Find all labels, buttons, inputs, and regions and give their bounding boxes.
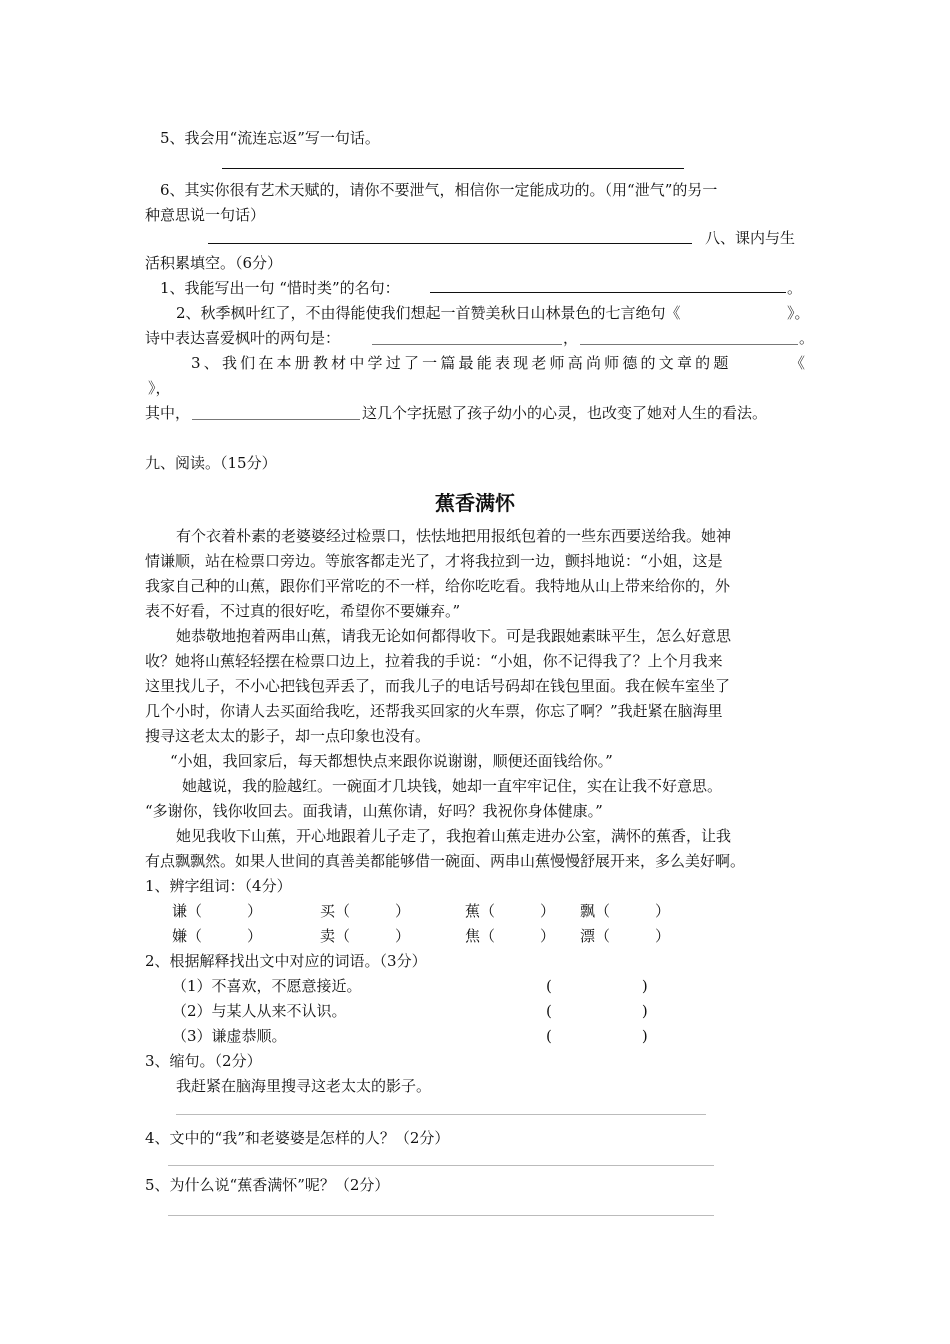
word-blank[interactable]: ( ): [546, 1002, 648, 1020]
char-blank[interactable]: 卖（ ）: [320, 927, 411, 945]
s9-q5-label: 5、为什么说“蕉香满怀”呢？（2分）: [145, 1176, 390, 1194]
passage-line: 有个衣着朴素的老婆婆经过检票口，怯怯地把用报纸包着的一些东西要送给我。她神: [176, 527, 732, 545]
passage-line: 情谦顺，站在检票口旁边。等旅客都走光了，才将我拉到一边，颤抖地说：“小姐，这是: [145, 552, 723, 570]
s9-q3-label: 3、缩句。（2分）: [145, 1052, 262, 1070]
s9-q4-label: 4、文中的“我”和老婆婆是怎样的人？（2分）: [145, 1129, 450, 1147]
passage-line: 收？她将山蕉轻轻摆在检票口边上，拉着我的手说：“小姐，你不记得我了？上个月我来: [145, 652, 723, 670]
s9-q1-label: 1、辨字组词：（4分）: [145, 877, 292, 895]
s9-q3-sentence: 我赶紧在脑海里搜寻这老太太的影子。: [176, 1077, 432, 1095]
passage-line: 几个小时，你请人去买面给我吃，还帮我买回家的火车票，你忘了啊？”我赶紧在脑海里: [145, 702, 723, 720]
s9-q3-answer-line[interactable]: [176, 1114, 706, 1115]
word-blank[interactable]: ( ): [546, 977, 648, 995]
s8-q2-line2-label: 诗中表达喜爱枫叶的两句是：: [145, 329, 341, 347]
s9-heading: 九、阅读。（15分）: [145, 454, 277, 472]
passage-line: 我家自己种的山蕉，跟你们平常吃的不一样，给你吃吃看。我特地从山上带来给你的，外: [145, 577, 731, 595]
passage-line: 她恭敬地抱着两串山蕉，请我无论如何都得收下。可是我跟她素昧平生，怎么好意思: [176, 627, 732, 645]
passage-title: 蕉香满怀: [435, 491, 515, 515]
passage-line: “多谢你，钱你收回去。面我请，山蕉你请，好吗？我祝你身体健康。”: [145, 802, 603, 820]
s7-q5: 5、我会用“流连忘返”写一句话。: [160, 129, 380, 147]
s9-q4-answer-line[interactable]: [168, 1165, 714, 1166]
s8-q2-comma: ，: [563, 329, 579, 347]
passage-line: “小姐，我回家后，每天都想快点来跟你说谢谢，顺便还面钱给你。”: [170, 752, 613, 770]
s9-q5-answer-line[interactable]: [168, 1215, 714, 1216]
s8-q2-end: 。: [799, 329, 815, 347]
definition-item: （2）与某人从来不认识。: [172, 1002, 347, 1020]
s8-q1-end: 。: [787, 279, 803, 297]
s8-heading-cont: 活积累填空。（6分）: [145, 254, 283, 272]
s7-q6-line1: 6、其实你很有艺术天赋的，请你不要泄气，相信你一定能成功的。（用“泄气”的另一: [160, 181, 718, 199]
char-blank[interactable]: 蕉（ ）: [465, 902, 556, 920]
definition-item: （1）不喜欢，不愿意接近。: [172, 977, 362, 995]
passage-line: 搜寻这老太太的影子，却一点印象也没有。: [145, 727, 431, 745]
char-blank[interactable]: 飘（ ）: [580, 902, 671, 920]
s9-q2-label: 2、根据解释找出文中对应的词语。（3分）: [145, 952, 427, 970]
char-blank[interactable]: 买（ ）: [320, 902, 411, 920]
char-blank[interactable]: 谦（ ）: [172, 902, 263, 920]
char-blank[interactable]: 漂（ ）: [580, 927, 671, 945]
s7-q6-line2: 种意思说一句话）: [145, 206, 266, 224]
s8-q2-close: 》。: [787, 304, 810, 322]
passage-line: 她见我收下山蕉，开心地跟着儿子走了，我抱着山蕉走进办公室，满怀的蕉香，让我: [176, 827, 732, 845]
s8-q2-answer-line-2[interactable]: [580, 344, 798, 345]
s8-q1-answer-line[interactable]: [430, 292, 786, 293]
s8-q3-open: 《: [790, 354, 806, 372]
s8-q2-line1: 2、秋季枫叶红了，不由得能使我们想起一首赞美秋日山林景色的七言绝句《: [176, 304, 681, 322]
passage-line: 这里找儿子，不小心把钱包弄丢了，而我儿子的电话号码却在钱包里面。我在候车室坐了: [145, 677, 731, 695]
s7-q5-answer-line[interactable]: [222, 168, 684, 169]
s8-q3-answer-line[interactable]: [192, 419, 360, 420]
s8-heading: 八、课内与生: [705, 229, 796, 247]
definition-item: （3）谦虚恭顺。: [172, 1027, 287, 1045]
s8-q3-line1: 3、我们在本册教材中学过了一篇最能表现老师高尚师德的文章的题: [191, 354, 732, 372]
s7-q6-answer-line[interactable]: [208, 243, 692, 244]
s8-q1-label: 1、我能写出一句 “惜时类”的名句：: [160, 279, 400, 297]
word-blank[interactable]: ( ): [546, 1027, 648, 1045]
s8-q3-close: 》，: [148, 379, 171, 397]
passage-line: 她越说，我的脸越红。一碗面才几块钱，她却一直牢牢记住，实在让我不好意思。: [182, 777, 723, 795]
s8-q2-answer-line-1[interactable]: [372, 344, 562, 345]
char-blank[interactable]: 焦（ ）: [465, 927, 556, 945]
char-blank[interactable]: 嫌（ ）: [172, 927, 263, 945]
passage-line: 表不好看，不过真的很好吃，希望你不要嫌弃。”: [145, 602, 461, 620]
s8-q3-line2-rest: 这几个字抚慰了孩子幼小的心灵，也改变了她对人生的看法。: [362, 404, 768, 422]
s8-q3-line2-label: 其中，: [145, 404, 191, 422]
passage-line: 有点飘飘然。如果人世间的真善美都能够借一碗面、两串山蕉慢慢舒展开来，多么美好啊。: [145, 852, 746, 870]
